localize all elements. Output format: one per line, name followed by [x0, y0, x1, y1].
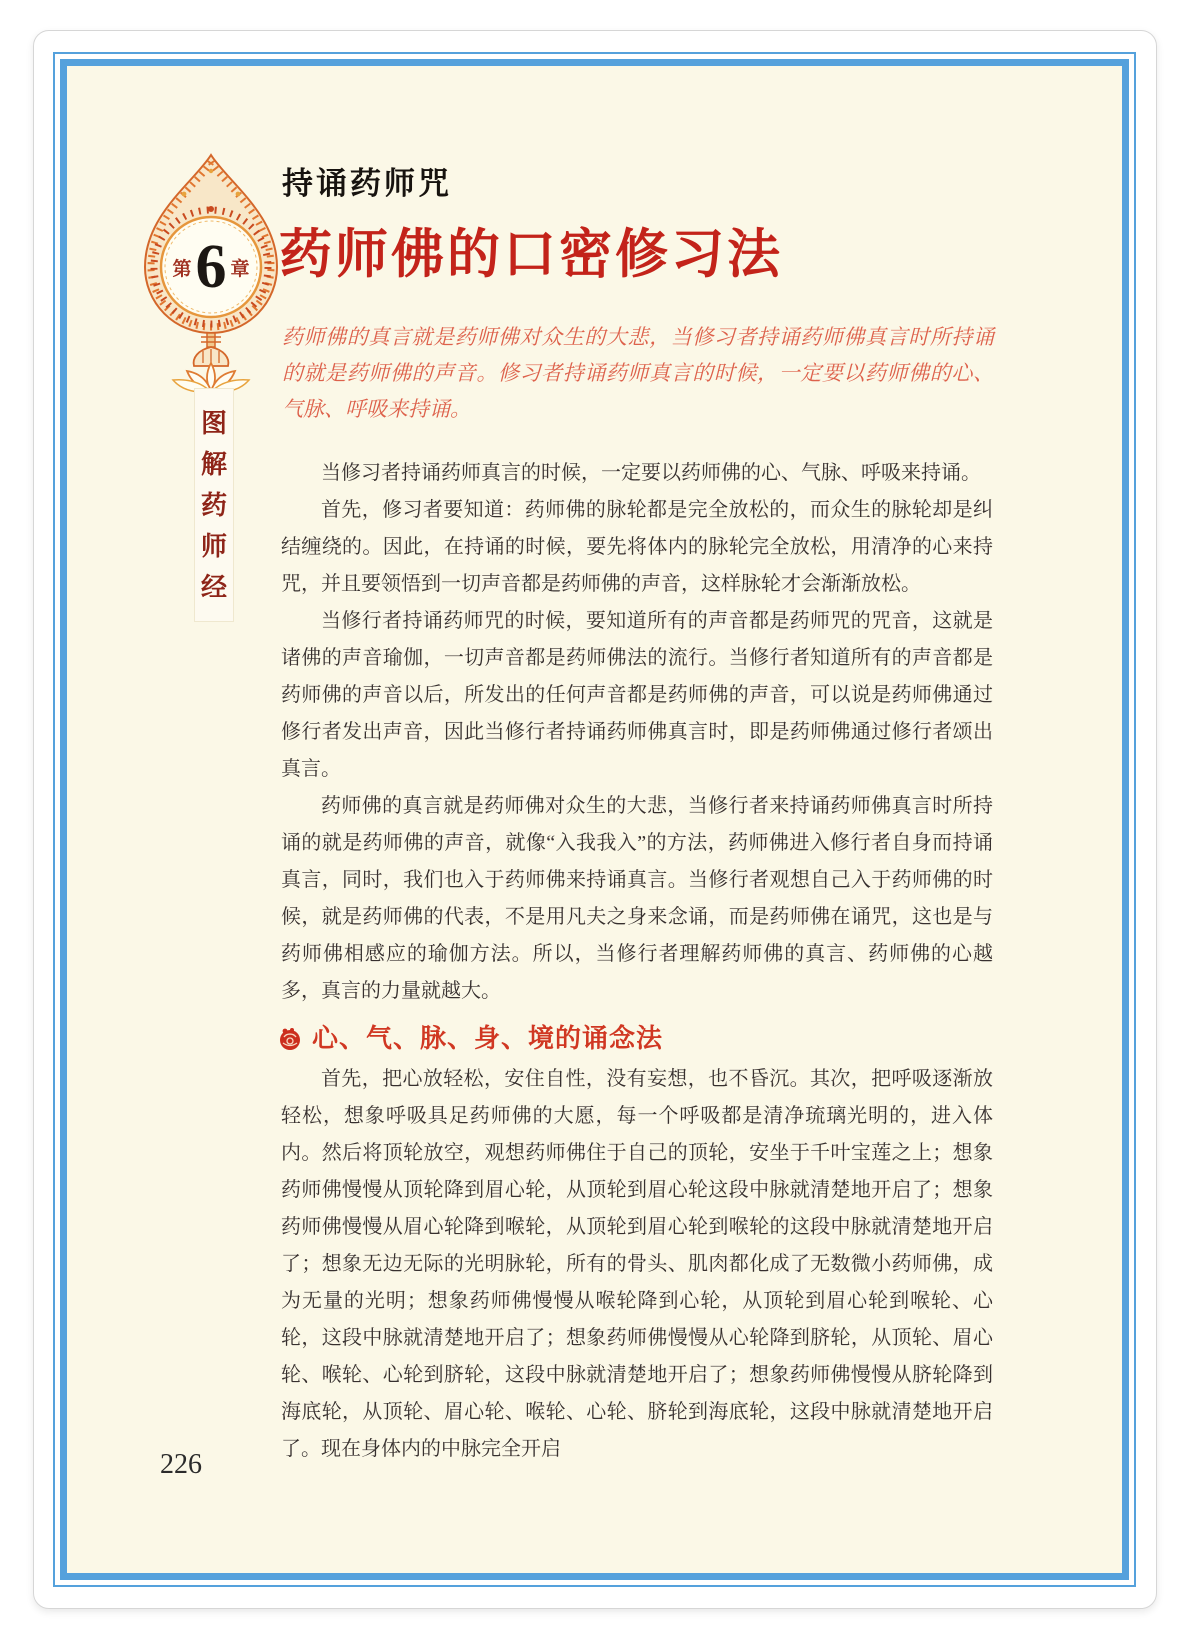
spine-char: 经	[200, 572, 227, 602]
section-heading	[277, 1023, 993, 1054]
series-title-vertical	[194, 388, 234, 622]
chapter-kicker: 持诵药师咒	[282, 166, 452, 201]
chapter-number: 6	[195, 233, 227, 301]
article-body	[281, 455, 993, 1468]
paragraph: 当修行者持诵药师咒的时候，要知道所有的声音都是药师咒的咒音，这就是诸佛的声音瑜伽，一切声音都是药师佛法的流行。当修行者知道所有的声音都是药师佛的声音以后，所发出的任何声音都是药师佛的声音，可以说是药师佛通过修行者发出声音，因此当修行者持诵药师佛真言时，即是药师佛通过修行者颂出真言。	[281, 610, 993, 780]
spine-char: 图	[200, 408, 227, 438]
chapter-badge	[161, 219, 261, 315]
flower-seal-icon	[277, 1026, 303, 1052]
spine-char: 药	[200, 490, 227, 520]
chapter-medallion	[129, 149, 294, 397]
chapter-prefix: 第	[172, 258, 192, 280]
page-number: 226	[160, 1449, 202, 1480]
paragraph: 首先，修习者要知道：药师佛的脉轮都是完全放松的，而众生的脉轮却是纠结缠绕的。因此，在持诵的时候，要先将体内的脉轮完全放松，用清净的心来持咒，并且要领悟到一切声音都是药师佛的声音，这样脉轮才会渐渐放松。	[281, 499, 993, 595]
paragraph: 药师佛的真言就是药师佛对众生的大悲，当修行者来持诵药师佛真言时所持诵的就是药师佛的声音，就像“入我我入”的方法，药师佛进入修行者自身而持诵真言，同时，我们也入于药师佛来持诵真言。当修行者观想自己入于药师佛的时候，就是药师佛的代表，不是用凡夫之身来念诵，而是药师佛在诵咒，这也是与药师佛相感应的瑜伽方法。所以，当修行者理解药师佛的真言、药师佛的心越多，真言的力量就越大。	[281, 795, 993, 1002]
book-page-card	[33, 30, 1157, 1609]
chapter-suffix: 章	[230, 258, 250, 280]
paragraph: 当修习者持诵药师真言的时候，一定要以药师佛的心、气脉、呼吸来持诵。	[321, 462, 981, 484]
section-heading-text: 心、气、脉、身、境的诵念法	[312, 1023, 664, 1053]
spine-char: 解	[200, 449, 227, 479]
lead-summary: 药师佛的真言就是药师佛对众生的大悲，当修习者持诵药师佛真言时所持诵的就是药师佛的声音。修习者持诵药师真言的时候，一定要以药师佛的心、气脉、呼吸来持诵。	[282, 325, 994, 421]
paragraph: 首先，把心放轻松，安住自性，没有妄想，也不昏沉。其次，把呼吸逐渐放轻松，想象呼吸具足药师佛的大愿，每一个呼吸都是清净琉璃光明的，进入体内。然后将顶轮放空，观想药师佛住于自己的顶轮，安坐于千叶宝莲之上；想象药师佛慢慢从顶轮降到眉心轮，从顶轮到眉心轮这段中脉就清楚地开启了；想象药师佛慢慢从眉心轮降到喉轮，从顶轮到眉心轮到喉轮的这段中脉就清楚地开启了；想象无边无际的光明脉轮，所有的骨头、肌肉都化成了无数微小药师佛，成为无量的光明；想象药师佛慢慢从喉轮降到心轮，从顶轮到眉心轮到喉轮、心轮，这段中脉就清楚地开启了；想象药师佛慢慢从心轮降到脐轮，从顶轮、眉心轮、喉轮、心轮到脐轮，这段中脉就清楚地开启了；想象药师佛慢慢从脐轮降到海底轮，从顶轮、眉心轮、喉轮、心轮、脐轮到海底轮，这段中脉就清楚地开启了。现在身体内的中脉完全开启	[281, 1068, 993, 1461]
spine-char: 师	[200, 531, 227, 561]
page-title: 药师佛的口密修习法	[279, 226, 783, 284]
